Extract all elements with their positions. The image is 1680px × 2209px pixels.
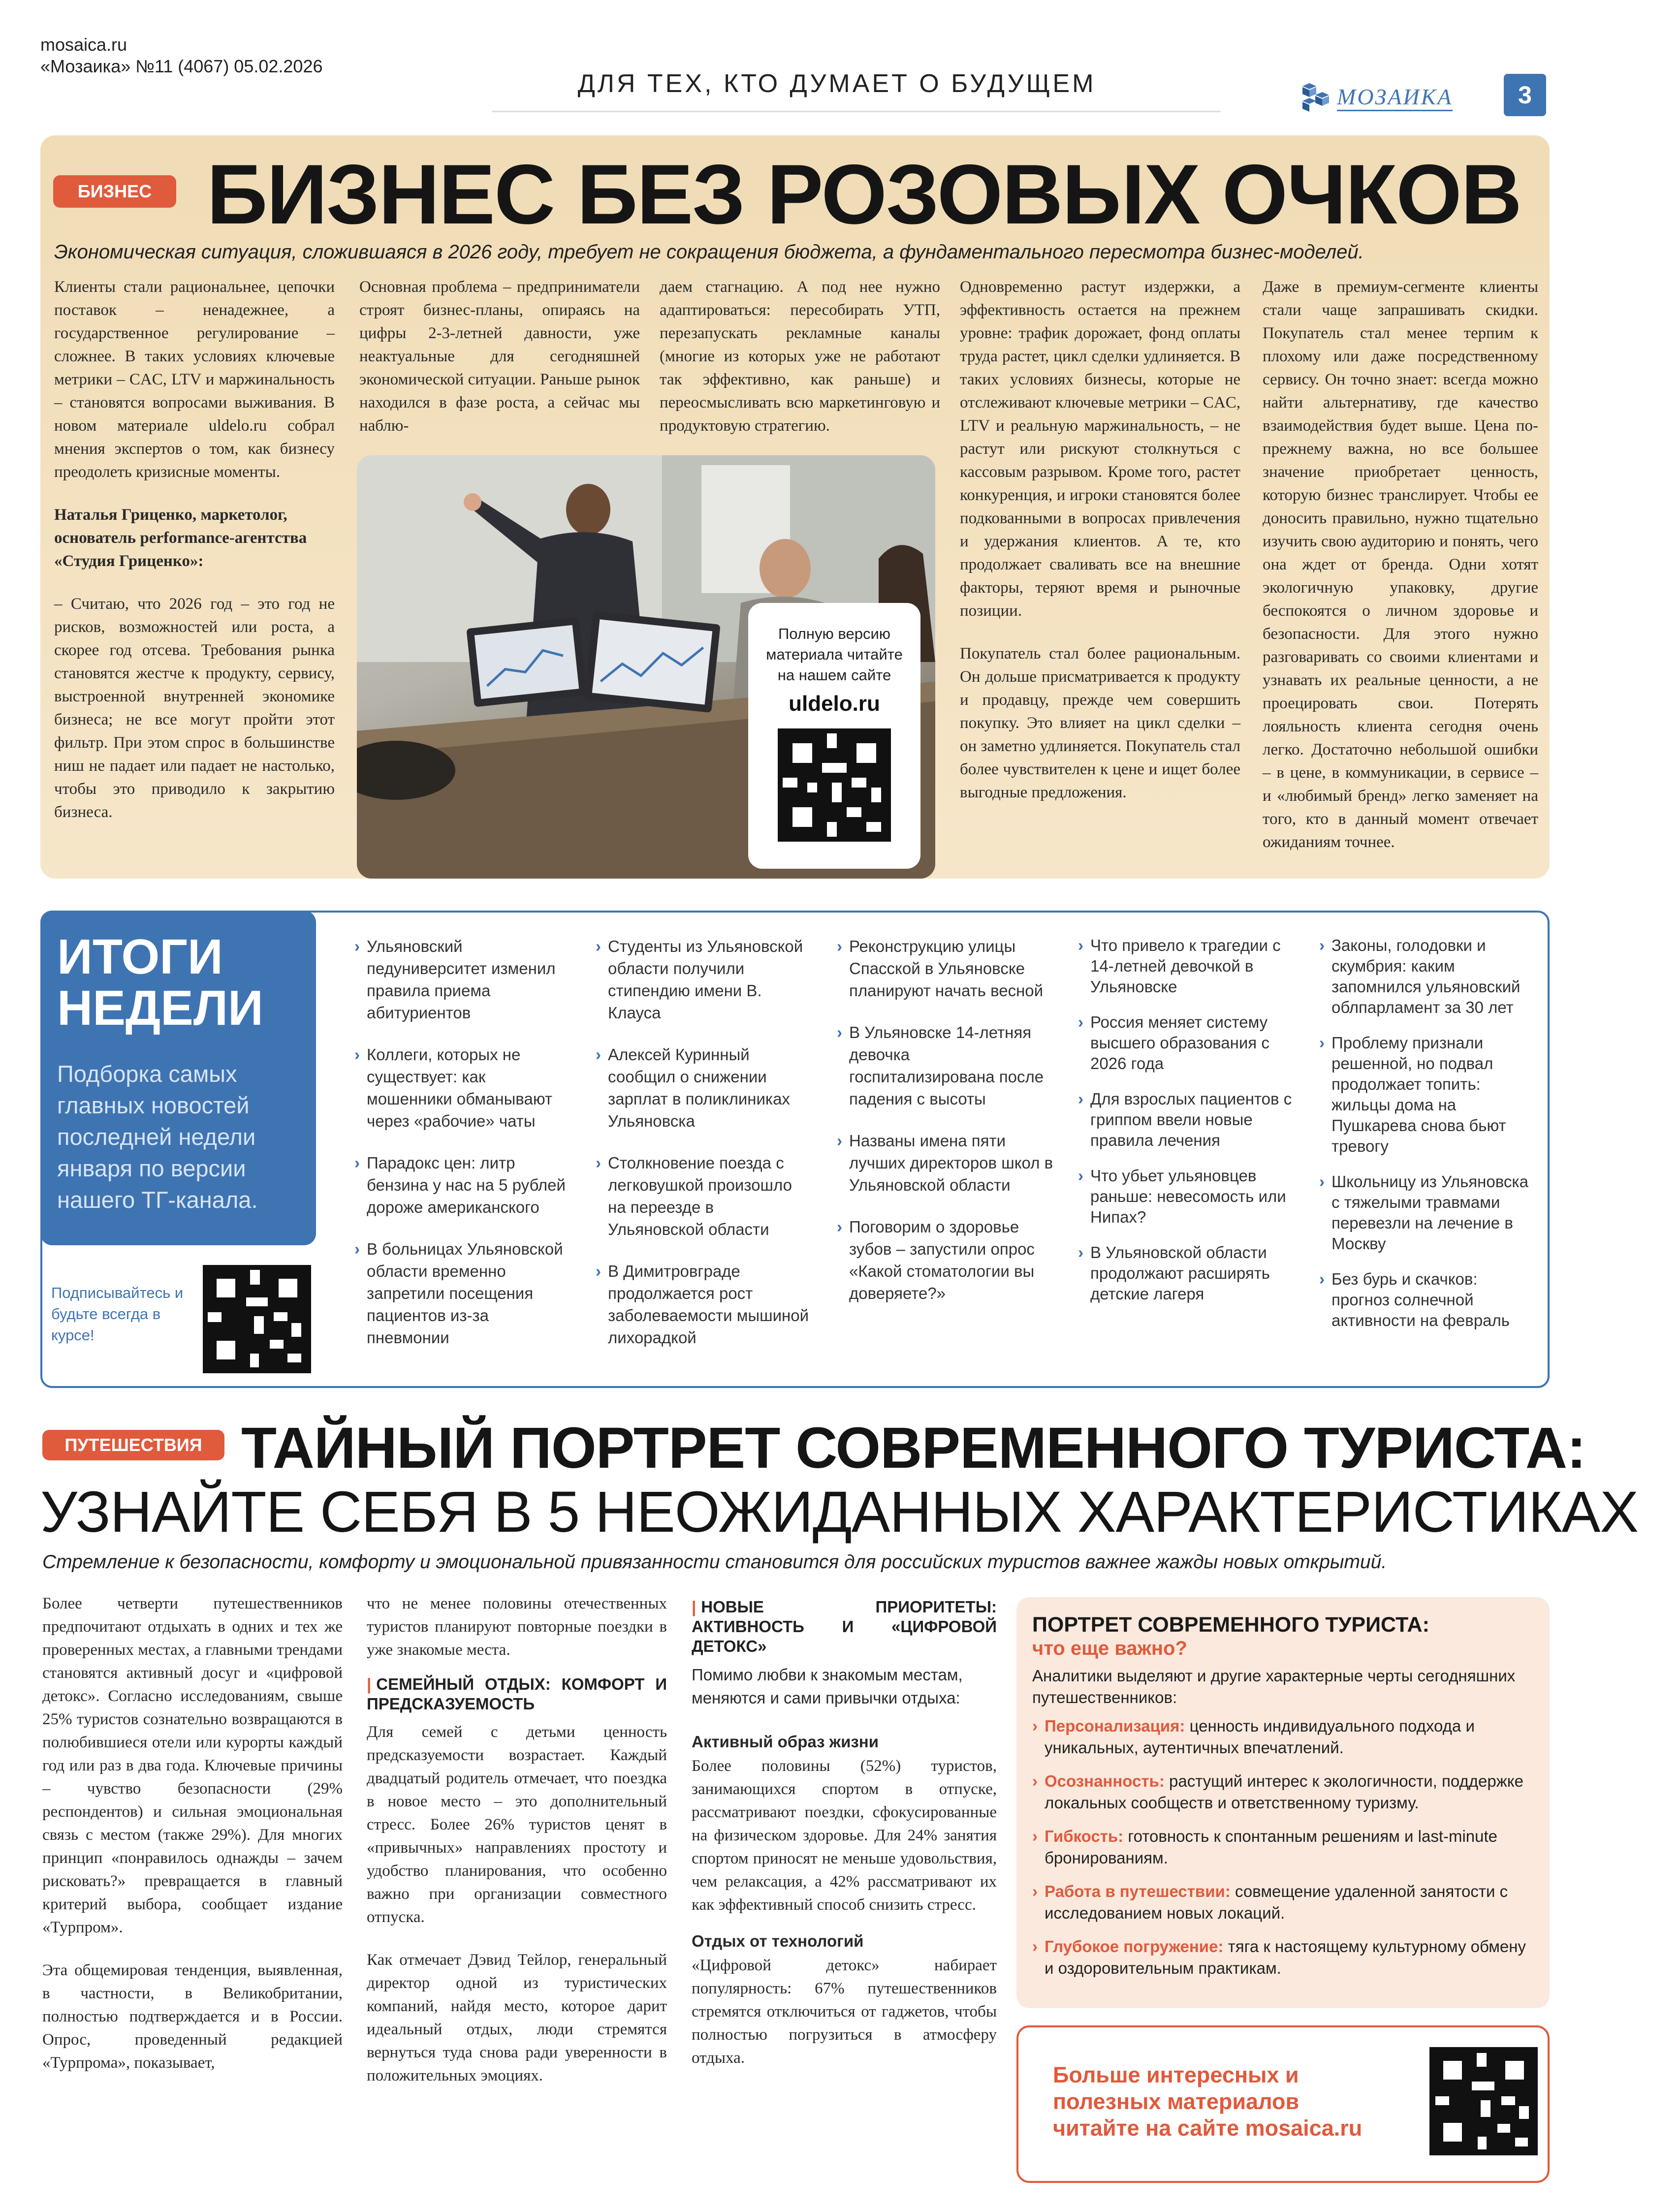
family-text-2: Как отмечает Дэвид Тейлор, генеральный директор одной из туристических компаний, найдя место, которое дарит идеальный отдых, люди стремятся вернуться туда снова ради уверенности в положительных эмоциях. <box>367 1951 667 2084</box>
travel-col-1 <box>42 1592 343 2094</box>
news-item[interactable] <box>1319 935 1536 1018</box>
news-text: Законы, голодовки и скумбрия: каким запомнился ульяновский облпарламент за 30 лет <box>1331 936 1521 1016</box>
chevron-right-icon: › <box>1032 1827 1038 1845</box>
issue-info: «Мозаика» №11 (4067) 05.02.2026 <box>40 56 323 76</box>
news-column-5 <box>1319 935 1536 1346</box>
heading-bar-icon: | <box>367 1675 372 1693</box>
travel-col-2 <box>367 1592 667 2107</box>
news-text: Парадокс цен: литр бензина у нас на 5 рублей дороже американского <box>367 1154 566 1216</box>
chevron-right-icon: › <box>354 937 360 955</box>
trait-item: › Персонализация: ценность индивидуального подхода и уникальных, аутентичных впечатлений. <box>1032 1715 1534 1759</box>
news-text: Реконструкцию улицы Спасской в Ульяновске планируют начать весной <box>849 937 1044 1000</box>
news-text: Что привело к трагедии с 14-летней девочкой в Ульяновске <box>1090 936 1281 996</box>
business-col-4 <box>960 276 1240 824</box>
news-text: Проблему признали решенной, но подвал продолжает топить: жильцы дома на Пушкарева снова бьют тревогу <box>1331 1034 1506 1155</box>
expert-quote: – Считаю, что 2026 год – это год не рисков, возможностей или роста, а скорее год отсева. Требования рынка становятся жестче к продукту, сервису, выстроенной внутренней экономике бизнеса; не все могут пройти этот фильтр. При этом спрос в большинстве ниш не падает или падает не настолько, чтобы это приводило к закрытию бизнеса. <box>54 595 335 821</box>
priorities-heading: | НОВЫЕ ПРИОРИТЕТЫ: АКТИВНОСТЬ И «ЦИФРОВОЙ ДЕТОКС» <box>692 1598 997 1655</box>
news-item[interactable] <box>596 1152 812 1240</box>
news-item[interactable] <box>596 1043 812 1132</box>
detox-text: «Цифровой детокс» набирает популярность: 67% путешественников стремятся отключиться от гаджетов, чтобы полностью погрузиться в атмосферу отдыха. <box>692 1957 997 2067</box>
news-text: В Ульяновске 14-летняя девочка госпитализирована после падения с высоты <box>849 1023 1044 1108</box>
chevron-right-icon: › <box>837 1023 842 1041</box>
business-col-3 <box>660 276 940 457</box>
business-photo <box>357 455 935 879</box>
slogan-rule <box>492 111 1221 112</box>
news-item[interactable] <box>1078 1089 1295 1151</box>
news-item[interactable] <box>1319 1033 1536 1157</box>
chevron-right-icon: › <box>1032 1717 1038 1735</box>
news-text: Без бурь и скачков: прогноз солнечной активности на февраль <box>1331 1270 1510 1329</box>
news-item[interactable] <box>837 1216 1053 1304</box>
news-text: Поговорим о здоровье зубов – запустили опрос «Какой стоматологии вы доверяете?» <box>849 1218 1035 1302</box>
business-tag[interactable]: БИЗНЕС <box>53 175 176 208</box>
chevron-right-icon: › <box>354 1045 360 1064</box>
travel-col2-intro: что не менее половины отечественных туристов планируют повторные поездки в уже знакомые места. <box>367 1595 667 1659</box>
telegram-qr-icon[interactable] <box>203 1265 311 1373</box>
traits-box <box>1016 1597 1550 2008</box>
news-item[interactable] <box>837 1021 1053 1110</box>
news-text: Столкновение поезда с легковушкой произошло на переезде в Ульяновской области <box>608 1154 792 1238</box>
chevron-right-icon: › <box>1078 1167 1083 1185</box>
travel-lead: Стремление к безопасности, комфорту и эмоциональной привязанности становится для российских туристов важнее жажды новых открытий. <box>42 1551 1387 1573</box>
business-col5-text: Даже в премиум-сегменте клиенты стали чаще запрашивать скидки. Покупатель стал менее терпим к плохому или даже посредственному сервису. Он точно знает: всегда можно найти альтернативу, где качество взаимодействия будет выше. Цена по-прежнему важна, но все большее значение приобретает ценность, которую бизнес транслирует. Чтобы ее доносить правильно, нужно тщательно изучить свою аудиторию и понять, чего она ждет от бренда. Одни хотят экологичную упаковку, другие беспокоятся о личном здоровье и безопасности. Для этого нужно разговаривать со своими клиентами и узнавать их реальные ценности, а не проецировать свои. Потерять лояльность клиента сегодня очень легко. Достаточно небольшой ошибки – в цене, в коммуникации, в сервисе – и «любимый бренд» легко заменяет на того, кто в данный момент отвечает ожиданиям точнее. <box>1263 278 1538 851</box>
trait-item: › Глубокое погружение: тяга к настоящему культурному обмену и оздоровительным практикам. <box>1032 1936 1534 1979</box>
chevron-right-icon: › <box>354 1240 360 1258</box>
news-item[interactable] <box>1078 935 1295 997</box>
chevron-right-icon: › <box>837 1132 842 1150</box>
trait-item: › Осознанность: растущий интерес к экологичности, поддержке локальных сообществ и ответственному туризму. <box>1032 1770 1534 1814</box>
news-text: Коллеги, которых не существует: как мошенники обманывают через «рабочие» чаты <box>367 1045 552 1130</box>
active-text: Более половины (52%) туристов, занимающихся спортом в отпуске, рассматривают поездки, сфокусированные на физическом здоровье. Для 24% занятия спортом приносят не меньше удовольствия, чем релаксация, а 42% рассматривают их как эффективный способ снизить стресс. <box>692 1757 997 1914</box>
news-text: Названы имена пяти лучших директоров школ в Ульяновской области <box>849 1132 1053 1194</box>
business-col4-p2: Покупатель стал более рациональным. Он дольше присматривается к продукту и продавцу, прежде чем совершить покупку. Это влияет на цикл сделки – он заметно удлиняется. Покупатель стал более чувствителен к цене и ищет более выгодные предложения. <box>960 645 1240 801</box>
logo-cubes-icon <box>1300 81 1334 113</box>
news-column-1 <box>354 935 571 1368</box>
page-number: 3 <box>1504 74 1546 116</box>
chevron-right-icon: › <box>1319 1034 1325 1052</box>
traits-intro: Аналитики выделяют и другие характерные черты сегодняшних путешественников: <box>1032 1667 1516 1706</box>
site-url[interactable]: mosaica.ru <box>40 34 127 55</box>
active-heading: Активный образ жизни <box>692 1733 879 1751</box>
chevron-right-icon: › <box>354 1154 360 1172</box>
traits-list <box>1032 1715 1534 1991</box>
chevron-right-icon: › <box>596 1154 601 1172</box>
news-item[interactable] <box>596 1260 812 1349</box>
chevron-right-icon: › <box>596 937 601 955</box>
chevron-right-icon: › <box>1078 936 1083 954</box>
chevron-right-icon: › <box>1078 1090 1083 1108</box>
weekly-title-2: НЕДЕЛИ <box>57 980 263 1036</box>
promo-card[interactable] <box>748 603 920 869</box>
trait-item: › Работа в путешествии: совмещение удаленной занятости с исследованием новых локаций. <box>1032 1881 1534 1924</box>
news-item[interactable] <box>354 1238 571 1349</box>
news-text: Алексей Куринный сообщил о снижении зарплат в поликлиниках Ульяновска <box>608 1045 790 1130</box>
travel-col1-p1: Более четверти путешественников предпочитают отдыхать в одних и тех же проверенных местах, а главными трендами становятся активный досуг и «цифровой детокс». Согласно исследованиям, свыше 25% туристов сознательно возвращаются в полюбившиеся отели или курорты каждый год или раз в два года. Ключевые причины – чувство безопасности (29% респондентов) и сильная эмоциональная связь с местом (также 29%). Для многих принцип «понравилось однажды – зачем рисковать?» превращается в главный критерий выбора, сообщает издание «Турпром». <box>42 1595 343 1936</box>
mosaica-qr-icon[interactable] <box>1429 2047 1538 2155</box>
mosaica-promo[interactable] <box>1016 2025 1550 2183</box>
news-item[interactable] <box>596 935 812 1024</box>
business-col4-p1: Одновременно растут издержки, а эффективность остается на прежнем уровне: трафик дорожает, фонд оплаты труда растет, цикл сделки удлиняется. В таких условиях бизнесы, которые не отслеживают ключевые метрики – CAC, LTV и реальную маржинальность, – не растут или рискуют столкнуться с кассовым разрывом. Кроме того, растет конкуренция, и игроки становятся более подкованными в вопросах привлечения и удержания клиентов. А те, кто продолжает сваливать все на внешние факторы, теряют время и рыночные позиции. <box>960 278 1240 620</box>
news-item[interactable] <box>1319 1171 1536 1254</box>
news-text: В Ульяновской области продолжают расширять детские лагеря <box>1090 1243 1270 1303</box>
travel-tag[interactable]: ПУТЕШЕСТВИЯ <box>42 1430 224 1460</box>
news-text: Для взрослых пациентов с гриппом ввели новые правила лечения <box>1090 1090 1292 1149</box>
news-item[interactable] <box>837 935 1053 1002</box>
priorities-intro: Помимо любви к знакомым местам, меняются и сами привычки отдыха: <box>692 1666 963 1707</box>
news-item[interactable] <box>354 1043 571 1132</box>
heading-bar-icon: | <box>692 1598 697 1616</box>
news-text: В Димитровграде продолжается рост заболеваемости мышиной лихорадкой <box>608 1262 809 1347</box>
chevron-right-icon: › <box>1319 936 1325 954</box>
news-text: В больницах Ульяновской области временно запретили посещения пациентов из-за пневмонии <box>367 1240 563 1347</box>
promo-text: Полную версию материала читайте на нашем сайте <box>766 625 903 684</box>
expert-name: Наталья Гриценко, маркетолог, основатель performance-агентства «Студия Гриценко»: <box>54 506 307 570</box>
business-col2-text: Основная проблема – предприниматели строят бизнес-планы, опираясь на цифры 2-3-летней давности, уже неактуальные для сегодняшней экономической ситуации. Раньше рынок находился в фазе роста, а сейчас мы наблю- <box>359 278 640 435</box>
business-col-2 <box>359 276 640 457</box>
news-text: Школьницу из Ульяновска с тяжелыми травмами перевезли на лечение в Москву <box>1331 1172 1528 1253</box>
news-item[interactable] <box>1078 1012 1295 1074</box>
chevron-right-icon: › <box>596 1045 601 1064</box>
chevron-right-icon: › <box>1032 1937 1038 1956</box>
news-text: Россия меняет систему высшего образования с 2026 года <box>1090 1013 1269 1073</box>
traits-subtitle: что еще важно? <box>1032 1638 1187 1659</box>
chevron-right-icon: › <box>1078 1013 1083 1031</box>
chevron-right-icon: › <box>1032 1772 1038 1790</box>
logo[interactable] <box>1300 81 1467 116</box>
news-column-2 <box>596 935 812 1368</box>
mosaica-promo-text: Больше интересных и полезных материалов читайте на сайте mosaica.ru <box>1053 2062 1363 2141</box>
chevron-right-icon: › <box>1078 1243 1083 1262</box>
news-item[interactable] <box>354 935 571 1024</box>
news-text: Что убьет ульяновцев раньше: невесомость или Нипах? <box>1090 1167 1286 1226</box>
slogan: ДЛЯ ТЕХ, КТО ДУМАЕТ О БУДУЩЕМ <box>577 69 1096 98</box>
chevron-right-icon: › <box>1319 1270 1325 1288</box>
promo-site[interactable]: uldelo.ru <box>789 692 880 716</box>
subscribe-text: Подписывайтесь и будьте всегда в курсе! <box>51 1284 184 1344</box>
detox-heading: Отдых от технологий <box>692 1932 864 1950</box>
family-text-1: Для семей с детьми ценность предсказуемости возрастает. Каждый двадцатый родитель отмечает, что поездка в новое место – это дополнительный стресс. Более 26% туристов ценят в «привычных» направлениях простоту и удобство планирования, что особенно важно при организации совместного отпуска. <box>367 1723 667 1926</box>
news-item[interactable] <box>1078 1242 1295 1304</box>
family-heading: | СЕМЕЙНЫЙ ОТДЫХ: КОМФОРТ И ПРЕДСКАЗУЕМОСТЬ <box>367 1675 667 1713</box>
weekly-title-1: ИТОГИ <box>57 929 223 984</box>
weekly-description: Подборка самых главных новостей последней недели января по версии нашего ТГ-канала. <box>57 1061 258 1213</box>
chevron-right-icon: › <box>1032 1882 1038 1900</box>
business-col3-text: даем стагнацию. А под нее нужно адаптироваться: пересобирать УТП, перезапускать рекламные каналы (многие из которых уже не работают так эффективно, как раньше) и переосмысливать всю маркетинговую и продуктовую стратегию. <box>660 278 940 435</box>
news-column-3 <box>837 935 1053 1324</box>
weekly-title-box <box>40 911 316 1245</box>
news-item[interactable] <box>1319 1269 1536 1331</box>
traits-title: ПОРТРЕТ СОВРЕМЕННОГО ТУРИСТА: <box>1032 1613 1429 1637</box>
news-text: Студенты из Ульяновской области получили стипендию имени В. Клауса <box>608 937 803 1022</box>
chevron-right-icon: › <box>596 1262 601 1280</box>
news-item[interactable] <box>354 1152 571 1218</box>
chevron-right-icon: › <box>1319 1172 1325 1191</box>
news-item[interactable] <box>837 1130 1053 1196</box>
trait-item: › Гибкость: готовность к спонтанным решениям и last-minute бронированиям. <box>1032 1826 1534 1869</box>
chevron-right-icon: › <box>837 1218 842 1236</box>
uldelo-qr-icon[interactable] <box>778 728 891 842</box>
chevron-right-icon: › <box>837 937 842 955</box>
business-col-1 <box>54 276 335 844</box>
news-item[interactable] <box>1078 1166 1295 1228</box>
news-column-4 <box>1078 935 1295 1319</box>
logo-text: МОЗАИКА <box>1337 84 1453 111</box>
travel-title-1: ТАЙНЫЙ ПОРТРЕТ СОВРЕМЕННОГО ТУРИСТА: <box>241 1416 1586 1481</box>
travel-col1-p2: Эта общемировая тенденция, выявленная, в частности, в Великобритании, полностью подтверждается и в России. Опрос, проведенный редакцией «Турпрома», показывает, <box>42 1961 343 2072</box>
business-col-5 <box>1263 276 1538 874</box>
business-col1-intro: Клиенты стали рациональнее, цепочки поставок – ненадежнее, а государственное регулирование – сложнее. В таких условиях ключевые метрики – CAC, LTV и маржинальность – становятся вопросами выживания. В новом материале uldelo.ru собрал мнения экспертов о том, как бизнесу преодолеть кризисные моменты. <box>54 278 335 481</box>
news-text: Ульяновский педуниверситет изменил правила приема абитуриентов <box>367 937 556 1022</box>
business-lead: Экономическая ситуация, сложившаяся в 2026 году, требует не сокращения бюджета, а фундаментального пересмотра бизнес-моделей. <box>54 241 1364 263</box>
travel-col-3 <box>692 1597 997 2089</box>
travel-title-2: УЗНАЙТЕ СЕБЯ В 5 НЕОЖИДАННЫХ ХАРАКТЕРИСТИКАХ <box>40 1480 1639 1545</box>
business-title: БИЗНЕС БЕЗ РОЗОВЫХ ОЧКОВ <box>207 147 1522 242</box>
